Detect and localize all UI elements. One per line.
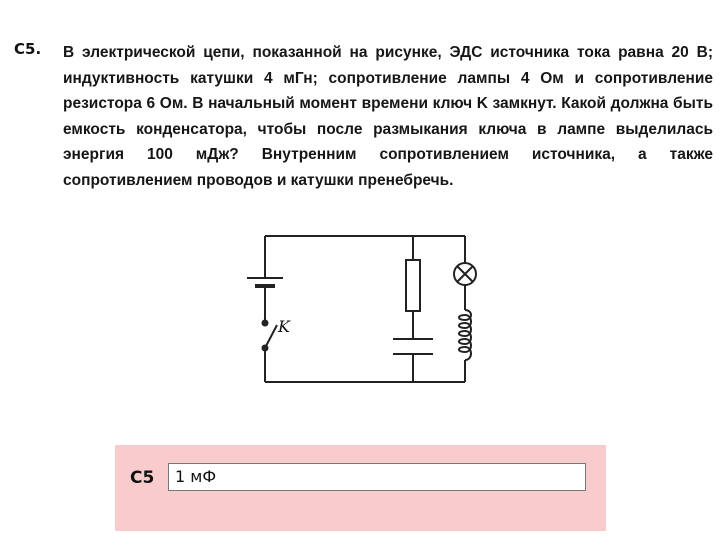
answer-label: С5: [130, 468, 155, 488]
inductor-symbol: [459, 310, 471, 360]
switch-symbol: [263, 321, 278, 351]
answer-field[interactable]: 1 мФ: [168, 463, 586, 491]
problem-text: В электрической цепи, показанной на рисунке, ЭДС источника тока равна 20 В; индуктивность катушки 4 мГн; сопротивление лампы 4 Ом и сопротивление резистора 6 Ом. В начальный момент времени ключ K замкнут. Какой должна быть емкость конденсатора, чтобы после размыкания ключа в лампе выделилась энергия 100 мДж? Внутренним сопротивлением источника, а также сопротивлением проводов и катушки пренебречь.: [63, 44, 713, 189]
circuit-diagram: [240, 228, 480, 388]
resistor-symbol: [406, 260, 420, 311]
battery-symbol: [247, 278, 283, 286]
problem-number: С5.: [14, 40, 42, 58]
capacitor-symbol: [393, 339, 433, 354]
lamp-symbol: [454, 263, 476, 285]
switch-label: K: [278, 317, 290, 336]
